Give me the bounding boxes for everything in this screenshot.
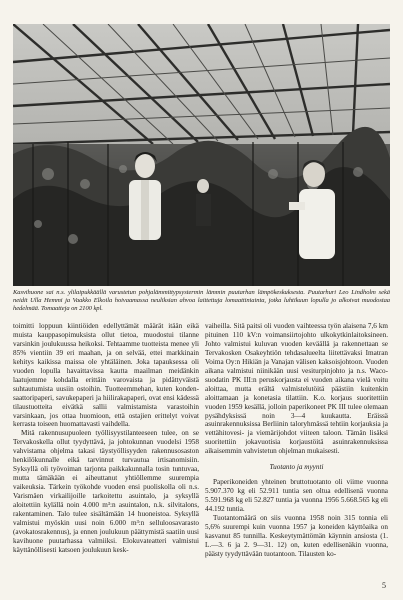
page-number: 5 — [382, 581, 386, 590]
greenhouse-photo — [13, 24, 390, 286]
paragraph: Mitä rakennusupuoleen työllisyystilanteeseen tulee, on se Tervakoskella ollut tyydyttävä, ja johtokunnan vuodelsi 1958 vahvistama ohjelma takasi täystyöllisyyden rakennusosaston henkilökunnalle eikä tarvinnut turvautua irtisanomisiin. Syksyllä oli työvoiman tarjonta paikkakunnalla tosin tuntuvaa, mutta tämäkään ei aiheuttanut yhtiöllemme suurempia vaikeuksia. Tärkein työkohde vuoden ensi puoliskolla oli n.s. Varismäen virkailijoille tarkoitettu asuintalo, ja syksyllä aloitettiin kylällä noin 4.000 m³:n asuintalon, n.k. silvitalons, rakentaminen. Talo tulee sisältämään 14 huoneistoa. Syksyllä valmistui myöskin uusi noin 6.000 m³:n selluloosavarasto (avokatosrakennus), ja ennen joulukuun päättymistä saatiin uusi kavihuone puutarhassa valmiiksi. Elokuvateatteri valmistui käyttänöllisesti katsoen joulukuun kesk- — [13, 429, 199, 554]
left-column — [13, 322, 199, 555]
paragraph: Paperikoneiden yhteinen bruttotuotanto oli viime vuonna 5.907.370 kg eli 52.911 tuntia sen oltua edellisenä vuonna 5.591.968 kg eli 52.827 tuntia ja vuonna 1956 5.668.565 kg eli 44.192 tuntia. — [205, 478, 388, 514]
section-heading: Tuotanto ja myynti — [269, 463, 324, 472]
paragraph: vaiheilla. Sitä paitsi oli vuoden vaihteessa työn alaisena 7,6 km pituinen 110 kV:n voimansiirtojohto ulkokytkinlaitoksineen. Johto valmistui kuluvan vuoden keväällä ja rakennettaan se Tervakosken Osakeyhtiön tehdasalueelta liitettävaksi Imatran Voima Oy:n Hikiän ja Vanajan välisen kaksoisjohtoon. Vuoden aikana valmistui niinikään uusi vesiturpinjohto ja n.s. Waco-suodatin PK III:n peruskorjausta ei vuoden aikana vielä voitu aloittaa, mutta erältä valmistelutöitä päästiin kuitenkin aloittamaan ja konetasia tilattiin. K.o. korjaus suoritettiin vuoden 1959 kesällä, jolloin paperikoneet PK III tulee olemaan pysähdyksissä noin 3—4 kuukautta. Eräissä asuinrakennuksissa Berliinin taloryhmässä tehtiin korjauksia ja vettähitovesi- ja viemärijohdot viiteen taloon. Tämän lisäksi suoritettiin jokavuotisia korjaustöitä asuinrakennuksissa aikaisemmin vahvistetun ohjelman mukaisesti. — [205, 322, 388, 456]
photo-caption: Kasvihuone sai n.s. ylilaipukkäällä varustetun pohjalämmittypsystermin lämmin puutarhan lämpökeskuksesta. Puutarhuri Leo Lindholm sekä neidit Ulla Hemmi ja Vaakko Elkoila hoivaamassa neuliksian ahvoa laittettuja lomaattiniainta, jotka luhtikuun lopulla jo alkoivat muodostaa hedelmää. Tomaatteja on 2100 kpl. — [13, 289, 390, 312]
greenhouse-photo-illustration — [13, 24, 390, 286]
paragraph: toimitti loppuun kiintiöiden edellyttämät määrät itään eikä muista kauppasopimuksista ollut tietoa, muodostui tilanne varsinkin joulukuussa heikoksi. Tehtaamme tuotteista menee yli 85% vientiin 39 eri maahan, ja on selvää, ettei markkinain kehitys kaikissa maissa ole yhtäläinen. Joka tapauksessa oli vuoden lopulla havaittavissa kautta maailman meidänkin laatujemme kohdalla erittäin varovaista ja pidättyväistä suhtautumista uusiin ostoihin. Tuotteemmehan, kuten kondensaattoripaperi, savukepaperi ja hiilirakapaperi, ovat ensi kädessä tilaustuotteita eivätkä sallii valmistamista varastoihin varsinkaan, jos ottaa huomioon, että ostajien erittelyt voivat kerrasta toiseen huomattavasti vaihdella. — [13, 322, 199, 429]
paragraph: Tuotantomäärä on siis vuonna 1958 noin 315 tonnia eli 5,6% suurempi kuin vuonna 1957 ja koneiden käyttöaika on kasvanut 85 tunnilla. Keskeytymättömän käynnin ansiosta (1. L.—3. 6 ja 2. 9—31. 12) on, kuten edellisenäkin vuonna, päästy tyydyttävään tuotantoon. Tilausten ko- — [205, 514, 388, 558]
right-column — [205, 322, 388, 559]
